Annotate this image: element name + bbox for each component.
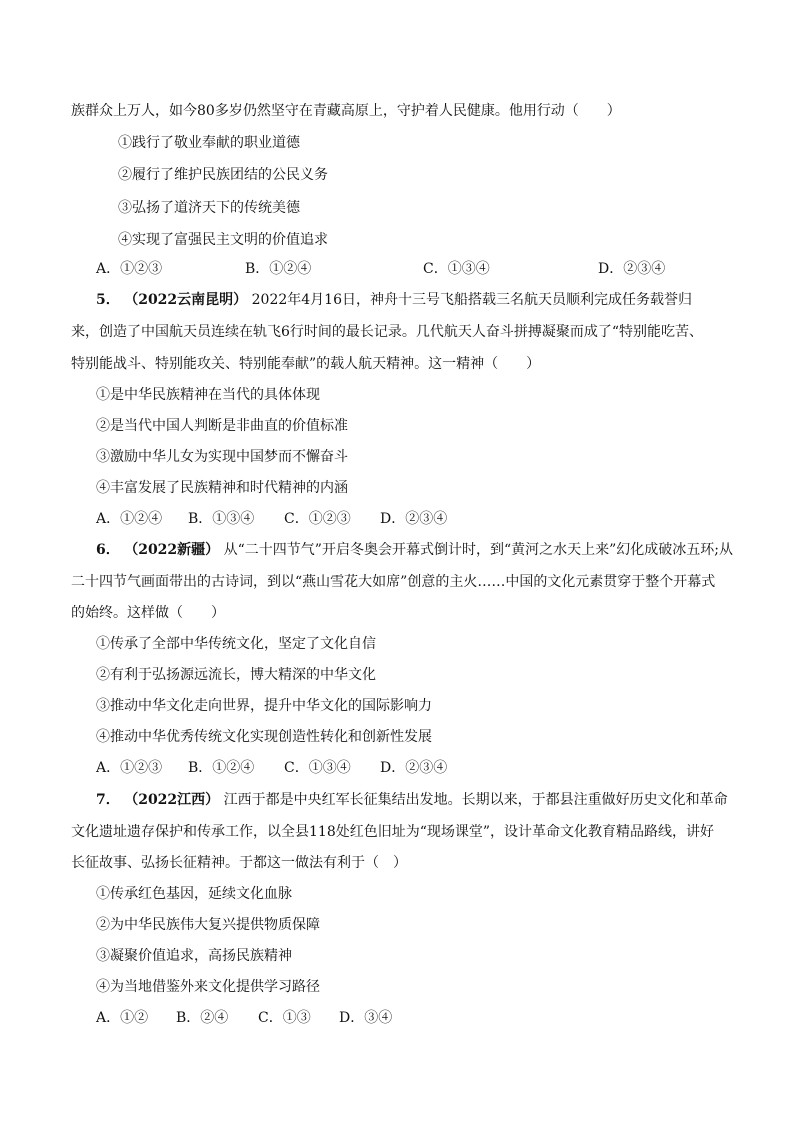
q6-option-1: ①传承了全部中华传统文化，坚定了文化自信 (96, 636, 376, 652)
q6-stem-1: 从“二十四节气”开启冬奥会开幕式倒计时，到“黄河之水天上来”幻化成破冰五环;从 (223, 542, 733, 558)
q5-number: 5． (96, 292, 120, 308)
q6-choice-c: C．①③④ (284, 760, 351, 776)
q6-choice-d: D．②③④ (380, 760, 448, 776)
q5-option-3: ③激励中华儿女为实现中国梦而不懈奋斗 (96, 449, 348, 465)
q5-option-4: ④丰富发展了民族精神和时代精神的内涵 (96, 480, 348, 496)
q4-choice-b: B．①②④ (245, 261, 312, 277)
q5-choice-c: C．①②③ (284, 511, 351, 527)
q5-choice-a: A．①②④ (96, 511, 163, 527)
q6-source: （2022新疆） (124, 542, 220, 558)
q4-choice-a: A．①②③ (96, 261, 163, 277)
q7-option-1: ①传承红色基因，延续文化血脉 (96, 886, 292, 902)
q6-number: 6． (96, 542, 120, 558)
q5-header (96, 290, 692, 310)
q5-option-1: ①是中华民族精神在当代的具体体现 (96, 387, 320, 403)
q6-option-2: ②有利于弘扬源远流长，博大精深的中华文化 (96, 667, 376, 683)
q6-option-3: ③推动中华文化走向世界，提升中华文化的国际影响力 (96, 698, 432, 714)
q7-choice-d: D．③④ (339, 1010, 393, 1026)
q5-option-2: ②是当代中国人判断是非曲直的价值标准 (96, 418, 348, 434)
q6-choice-b: B．①②④ (188, 760, 255, 776)
q5-stem-2: 来，创造了中国航天员连续在轨飞6行时间的最长记录。几代航天人奋斗拼搏凝聚而成了“特别能吃苦、 (71, 324, 704, 340)
q6-stem-2: 二十四节气画面带出的古诗词，到以“燕山雪花大如席”创意的主火……中国的文化元素贯穿于整个开幕式 (71, 574, 716, 590)
q4-option-4: ④实现了富强民主文明的价值追求 (118, 232, 328, 248)
q7-stem-1: 江西于都是中央红军长征集结出发地。长期以来，于都县注重做好历史文化和革命 (223, 792, 728, 808)
q6-option-4: ④推动中华优秀传统文化实现创造性转化和创新性发展 (96, 729, 432, 745)
q5-source: （2022云南昆明） (124, 292, 248, 308)
q4-option-3: ③弘扬了道济天下的传统美德 (118, 200, 300, 216)
q7-option-2: ②为中华民族伟大复兴提供物质保障 (96, 917, 320, 933)
q6-choice-a: A．①②③ (96, 760, 163, 776)
q7-option-4: ④为当地借鉴外来文化提供学习路径 (96, 979, 320, 995)
q7-choice-b: B．②④ (176, 1010, 229, 1026)
q7-choice-c: C．①③ (258, 1010, 311, 1026)
q5-stem-3: 特别能战斗、特别能攻关、特别能奉献”的载人航天精神。这一精神（ ） (71, 356, 541, 372)
q4-option-2: ②履行了维护民族团结的公民义务 (118, 167, 328, 183)
q7-stem-2: 文化遗址遗存保护和传承工作，以全县118处红色旧址为“现场课堂”，设计革命文化教育精品路线，讲好 (71, 824, 715, 840)
q5-stem-1: 2022年4月16日，神舟十三号飞船搭载三名航天员顺利完成任务载誉归 (251, 292, 692, 308)
q4-stem-line: 族群众上万人，如今80多岁仍然坚守在青藏高原上，守护着人民健康。他用行动（ ） (71, 103, 621, 119)
q7-choice-a: A．①② (96, 1010, 149, 1026)
q4-option-1: ①践行了敬业奉献的职业道德 (118, 135, 300, 151)
q7-source: （2022江西） (124, 792, 220, 808)
q6-stem-3: 的始终。这样做（ ） (71, 605, 225, 621)
q4-choice-c: C．①③④ (423, 261, 490, 277)
q5-choice-b: B．①③④ (188, 511, 255, 527)
q7-header (96, 790, 728, 810)
q6-header (96, 540, 733, 560)
q4-choice-d: D．②③④ (598, 261, 666, 277)
q7-option-3: ③凝聚价值追求，高扬民族精神 (96, 948, 292, 964)
q5-choice-d: D．②③④ (380, 511, 448, 527)
q7-number: 7． (96, 792, 120, 808)
q7-stem-3: 长征故事、弘扬长征精神。于都这一做法有利于（ ） (71, 855, 407, 871)
